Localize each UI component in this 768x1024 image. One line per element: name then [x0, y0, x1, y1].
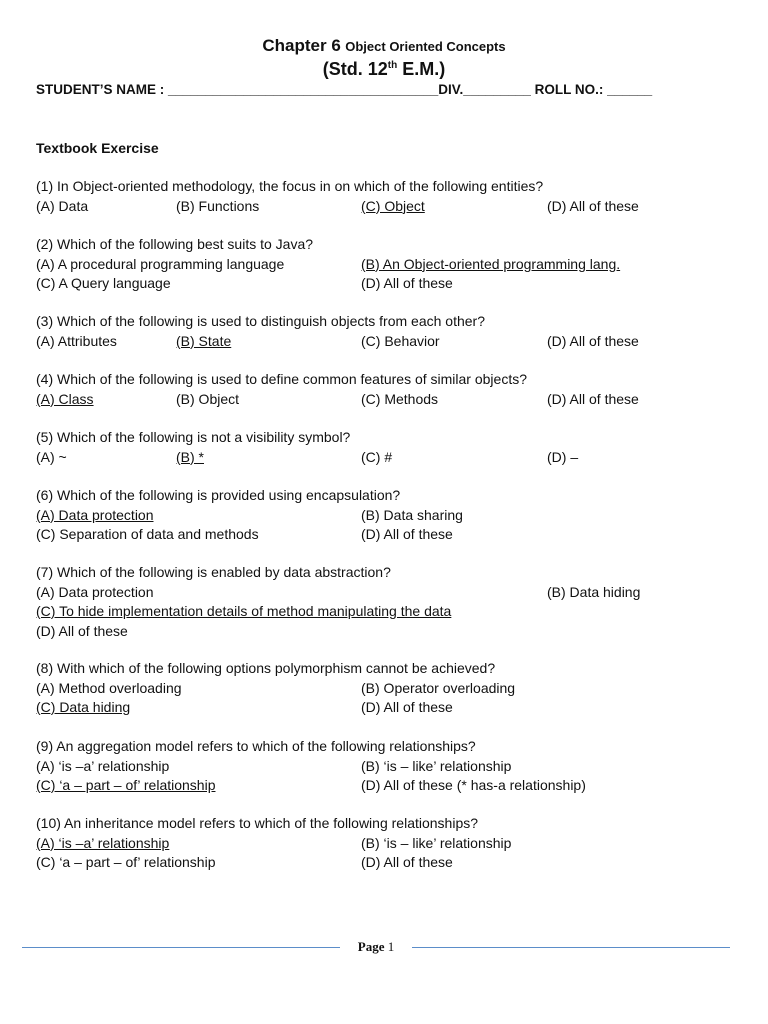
option-d: (D) All of these (* has-a relationship)	[361, 777, 586, 793]
option-d: (D) –	[547, 448, 579, 465]
option-b-answer: (B) *	[176, 448, 204, 465]
option-b: (B) Data hiding	[547, 583, 641, 600]
option-b: (B) Operator overloading	[361, 679, 516, 696]
question-7	[36, 564, 736, 642]
section-title: Textbook Exercise	[36, 140, 159, 156]
option-a: (A) ~	[36, 448, 67, 465]
option-b: (B) ‘is – like’ relationship	[361, 757, 512, 774]
options-row	[36, 256, 736, 276]
chapter-number: Chapter 6	[262, 36, 341, 55]
options-row	[36, 391, 736, 411]
option-c: (C) Separation of data and methods	[36, 526, 259, 542]
question-9	[36, 738, 736, 797]
option-c-answer: (C) Object	[361, 197, 425, 214]
option-d: (D) All of these	[547, 332, 639, 349]
option-c: (C) Methods	[361, 390, 439, 407]
std-prefix: (Std. 12	[322, 59, 388, 79]
options-row	[36, 777, 736, 797]
question-4	[36, 371, 736, 410]
question-text: (10) An inheritance model refers to which of the following relationships?	[36, 815, 479, 831]
option-d: (D) All of these	[361, 275, 453, 291]
option-a: (A) Method overloading	[36, 679, 182, 696]
option-a-answer: (A) ‘is –a’ relationship	[36, 834, 170, 851]
options-row	[36, 623, 736, 643]
option-a: (A) Attributes	[36, 332, 117, 349]
options-row	[36, 835, 736, 855]
option-a-answer: (A) Data protection	[36, 506, 154, 523]
page-word: Page	[357, 939, 385, 954]
option-c: (C) Behavior	[361, 332, 440, 349]
options-row	[36, 333, 736, 353]
page-number: 1	[387, 939, 395, 954]
option-d: (D) All of these	[361, 699, 453, 715]
options-row	[36, 584, 736, 604]
option-b: (B) Functions	[176, 197, 260, 214]
question-text: (7) Which of the following is enabled by data abstraction?	[36, 564, 391, 580]
options-row	[36, 854, 736, 874]
option-b-answer: (B) State	[176, 332, 232, 349]
options-row	[36, 507, 736, 527]
option-c-answer: (C) To hide implementation details of method manipulating the data	[36, 603, 452, 619]
option-d: (D) All of these	[361, 526, 453, 542]
option-b: (B) Data sharing	[361, 506, 463, 523]
question-3	[36, 313, 736, 352]
chapter-title	[0, 36, 768, 56]
option-b-answer: (B) An Object-oriented programming lang.	[361, 255, 621, 272]
question-10	[36, 815, 736, 874]
question-text: (1) In Object-oriented methodology, the focus in on which of the following entities?	[36, 178, 544, 194]
question-2	[36, 236, 736, 295]
question-text: (5) Which of the following is not a visibility symbol?	[36, 429, 351, 445]
standard-label	[0, 59, 768, 80]
options-row	[36, 603, 736, 623]
option-b: (B) Object	[176, 390, 240, 407]
option-c-answer: (C) Data hiding	[36, 699, 131, 715]
option-d: (D) All of these	[547, 390, 639, 407]
page-footer	[0, 938, 768, 958]
option-c: (C) ‘a – part – of’ relationship	[36, 854, 216, 870]
question-6	[36, 487, 736, 546]
student-info-line: STUDENT’S NAME : ____________________________________DIV._________ ROLL NO.: ______	[36, 82, 653, 97]
option-a: (A) ‘is –a’ relationship	[36, 757, 170, 774]
options-row	[36, 198, 736, 218]
question-text: (2) Which of the following best suits to Java?	[36, 236, 314, 252]
question-text: (4) Which of the following is used to define common features of similar objects?	[36, 371, 528, 387]
option-c: (C) #	[361, 448, 393, 465]
footer-rule-left	[22, 947, 340, 948]
chapter-topic: Object Oriented Concepts	[345, 39, 506, 54]
question-1	[36, 178, 736, 217]
option-c-answer: (C) ‘a – part – of’ relationship	[36, 777, 216, 793]
question-5	[36, 429, 736, 468]
footer-rule-right	[412, 947, 730, 948]
option-d: (D) All of these	[36, 622, 128, 639]
question-text: (3) Which of the following is used to distinguish objects from each other?	[36, 313, 486, 329]
question-text: (6) Which of the following is provided using encapsulation?	[36, 487, 401, 503]
option-a: (A) Data	[36, 197, 89, 214]
question-text: (9) An aggregation model refers to which of the following relationships?	[36, 738, 476, 754]
question-8	[36, 660, 736, 719]
option-a-answer: (A) Class	[36, 390, 94, 407]
question-text: (8) With which of the following options polymorphism cannot be achieved?	[36, 660, 496, 676]
page-number-label	[340, 939, 412, 955]
option-b: (B) ‘is – like’ relationship	[361, 834, 512, 851]
option-d: (D) All of these	[361, 854, 453, 870]
option-d: (D) All of these	[547, 197, 639, 214]
options-row	[36, 680, 736, 700]
std-superscript: th	[387, 60, 398, 71]
options-row	[36, 699, 736, 719]
std-suffix: E.M.)	[397, 59, 446, 79]
options-row	[36, 526, 736, 546]
options-row	[36, 449, 736, 469]
option-a: (A) A procedural programming language	[36, 255, 285, 272]
option-c: (C) A Query language	[36, 275, 171, 291]
options-row	[36, 758, 736, 778]
options-row	[36, 275, 736, 295]
option-a: (A) Data protection	[36, 583, 154, 600]
